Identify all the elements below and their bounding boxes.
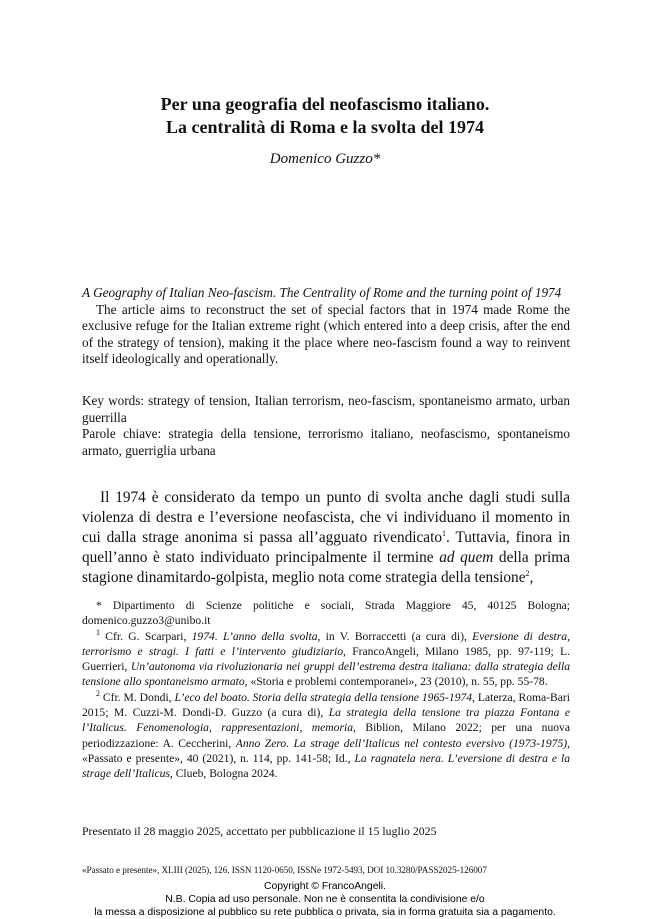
submission-dates: Presentato il 28 maggio 2025, accettato per pubblicazione il 15 luglio 2025 [82,824,437,838]
footnote-italic: Anno Zero. La strage dell’Italicus nel contesto eversivo (1973-1975) [235,736,568,750]
footnote-1-mark: 1 [96,627,100,637]
title-line-2: La centralità di Roma e la svolta del 1974 [166,117,484,137]
footnotes [82,598,570,782]
abstract-title: A Geography of Italian Neo-fascism. The Centrality of Rome and the turning point of 1974 [82,285,562,300]
body-paragraph [82,488,570,588]
title-line-1: Per una geografia del neofascismo italiano. [160,94,490,114]
footnote-italic: La strategia della tensione tra piazza Fontana e l’Italicus. Fenomenologia, rappresentazioni, memoria [82,706,570,735]
abstract-text: The article aims to reconstruct the set of special factors that in 1974 made Rome the exclusive refuge for the Italian extreme right (which entered into a deep crisis, after the end of the strategy of tension), making it the place where neo-fascism found a way to reinvent itself ideologically and operationally. [82,301,570,367]
footnote-2-mark: 2 [96,688,100,698]
body-text: , [529,569,534,586]
footnote-text: , Clueb, Bologna 2024. [169,767,278,781]
footnote-text: , FrancoAngeli, Milano 1985, pp. 97-119; L. Guerrieri, [82,644,570,674]
footnote-italic: 1974. L’anno della svolta [191,629,318,643]
body-italic: ad quem [439,549,494,566]
footnote-italic: Eversione di destra, terrorismo e stragi. I fatti e l’intervento giudiziario [82,629,570,658]
footnote-ref-1[interactable]: 1 [442,528,446,538]
footnote-text: , «Storia e problemi contemporanei», 23 (2010), n. 55, pp. 55-78. [244,675,548,689]
copyright-line-3: la messa a disposizione al pubblico su rete pubblica o privata, sia in forma gratuita sia a pagamento. [94,907,556,918]
footnote-text: , «Passato e presente», 40 (2021), n. 114, pp. 141-58; Id., [82,736,571,765]
footnote-text: Cfr. M. Dondi, [100,690,175,704]
footnote-author-affiliation: * Dipartimento di Scienze politiche e sociali, Strada Maggiore 45, 40125 Bologna; domenico.guzzo3@unibo.it [82,599,570,628]
footnote-1 [82,629,570,690]
keywords-italian: Parole chiave: strategia della tensione, terrorismo italiano, neofascismo, spontaneismo armato, guerriglia urbana [82,426,570,458]
footnote-ref-2[interactable]: 2 [525,568,530,578]
journal-citation: «Passato e presente», XLIII (2025), 126. ISSN 1120-0650, ISSNe 1972-5493, DOI 10.3280/PASS2025-126007 [82,865,487,875]
footnote-text: , Laterza, Roma-Bari 2015; M. Cuzzi-M. Dondi-D. Guzzo (a cura di), [82,690,570,720]
body-text: . Tuttavia, finora in quell’anno è stato individuato principalmente il termine [82,529,570,566]
footnote-italic: L’eco del boato. Storia della strategia della tensione 1965-1974 [174,690,473,704]
footnote-2 [82,690,570,782]
footnote-italic: Un’autonoma via rivoluzionaria nei gruppi dell’estrema destra italiana: dalla strategia della tensione allo spontaneismo armato [82,660,570,689]
footnote-text: Cfr. G. Scarpari, [100,629,192,643]
body-text: Il 1974 è considerato da tempo un punto di svolta anche dagli studi sulla violenza di destra e l’eversione neofascista, che vi individuano il momento in cui dalla strage anonima si passa all’agguato rivendicato [82,489,570,546]
keywords-english: Key words: strategy of tension, Italian terrorism, neo-fascism, spontaneismo armato, urban guerrilla [82,393,570,425]
keywords [82,393,570,459]
copyright-notice [0,880,650,919]
footnote-italic: La ragnatela nera. L’eversione di destra e la strage dell’Italicus [82,751,570,781]
body-text: della prima stagione dinamitardo-golpista, meglio nota come strategia della tensione [82,549,570,586]
article-title [0,93,650,139]
copyright-line-2: N.B. Copia ad uso personale. Non ne è consentita la condivisione e/o [165,894,485,905]
copyright-line-1: Copyright © FrancoAngeli. [263,881,386,892]
author-name: Domenico Guzzo* [269,151,381,167]
footnote-text: , Biblion, Milano 2022; per una nuova periodizzazione: A. Ceccherini, [82,721,570,750]
footnote-text: , in V. Borraccetti (a cura di), [317,629,473,643]
abstract [82,285,570,368]
